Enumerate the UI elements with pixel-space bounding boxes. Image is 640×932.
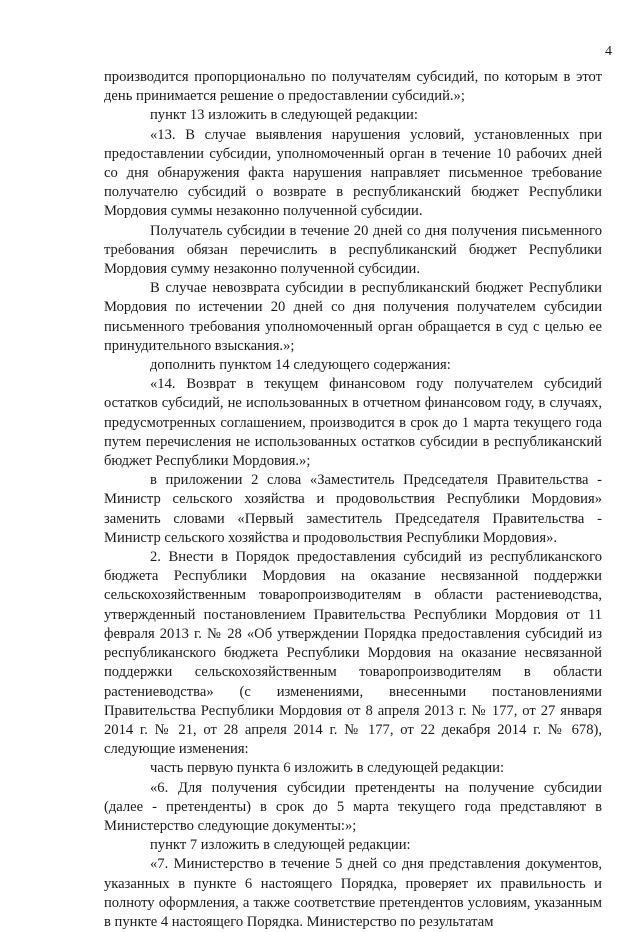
paragraph-amend-point-6: часть первую пункта 6 изложить в следующей редакции: — [150, 760, 505, 777]
paragraph-continuation: производится пропорционально по получателям субсидий, по которым в этот день принимается решение о предоставлении субсидий.»; — [104, 69, 602, 105]
paragraph-recipient-obligation: Получатель субсидии в течение 20 дней со дня получения письменного требования обязан перечислить в республиканский бюджет Республики Мордовия сумму незаконно полученной субсидии. — [104, 222, 602, 278]
paragraph-non-return: В случае невозврата субсидии в республиканский бюджет Республики Мордовия по истечении 20 дней со дня получения получателем субсидии письменного требования уполномоченный орган обращается в суд с целью ее принудительного взыскания.»; — [104, 280, 602, 354]
paragraph-point-6-text: «6. Для получения субсидии претенденты на получение субсидии (далее - претенденты) в срок до 5 марта текущего года представляют в Министерство следующие документы:»; — [104, 779, 602, 834]
paragraph-appendix-2: в приложении 2 слова «Заместитель Председателя Правительства - Министр сельского хозяйства и продовольствия Республики Мордовия» заменить словами «Первый заместитель Председателя Правительства - Министр сельского хозяйства и продовольствия Республики Мордовия». — [104, 472, 602, 546]
paragraph-amend-point-13: пункт 13 изложить в следующей редакции: — [150, 107, 418, 124]
paragraph-point-14-text: «14. Возврат в текущем финансовом году получателем субсидий остатков субсидий, не использованных в отчетном финансовом году, в случаях, предусмотренных соглашением, производится в срок до 1 марта текущего года путем перечисления не использованных остатков субсидии в республиканский бюджет Республики Мордовия.»; — [104, 376, 602, 470]
document-body — [104, 68, 602, 932]
paragraph-add-point-14: дополнить пунктом 14 следующего содержания: — [150, 357, 451, 374]
page-number: 4 — [605, 44, 612, 59]
paragraph-point-7-text: «7. Министерство в течение 5 дней со дня представления документов, указанных в пункте 6 настоящего Порядка, проверяет их правильность и полноту оформления, а также соответствие претендентов условиям, указанным в пункте 4 настоящего Порядка. Министерство по результатам — [104, 856, 602, 930]
paragraph-point-13-text: «13. В случае выявления нарушения условий, установленных при предоставлении субсидии, уполномоченный орган в течение 10 рабочих дней со дня обнаружения факта нарушения направляет письменное требование получателю субсидий о возврате в республиканский бюджет Республики Мордовия суммы незаконно полученной субсидии. — [104, 126, 602, 220]
paragraph-section-2: 2. Внести в Порядок предоставления субсидий из республиканского бюджета Республики Мордовия на оказание несвязанной поддержки сельскохозяйственным товаропроизводителям в области растениеводства, утвержденный постановлением Правительства Республики Мордовия от 11 февраля 2013 г. № 28 «Об утверждении Порядка предоставления субсидий из республиканского бюджета Республики Мордовия на оказание несвязанной поддержки сельскохозяйственным товаропроизводителям в области растениеводства» (с изменениями, внесенными постановлениями Правительства Республики Мордовия от 8 апреля 2013 г. № 177, от 27 января 2014 г. № 21, от 28 апреля 2014 г. № 177, от 22 декабря 2014 г. № 678), следующие изменения: — [104, 549, 602, 758]
paragraph-amend-point-7: пункт 7 изложить в следующей редакции: — [150, 837, 411, 854]
